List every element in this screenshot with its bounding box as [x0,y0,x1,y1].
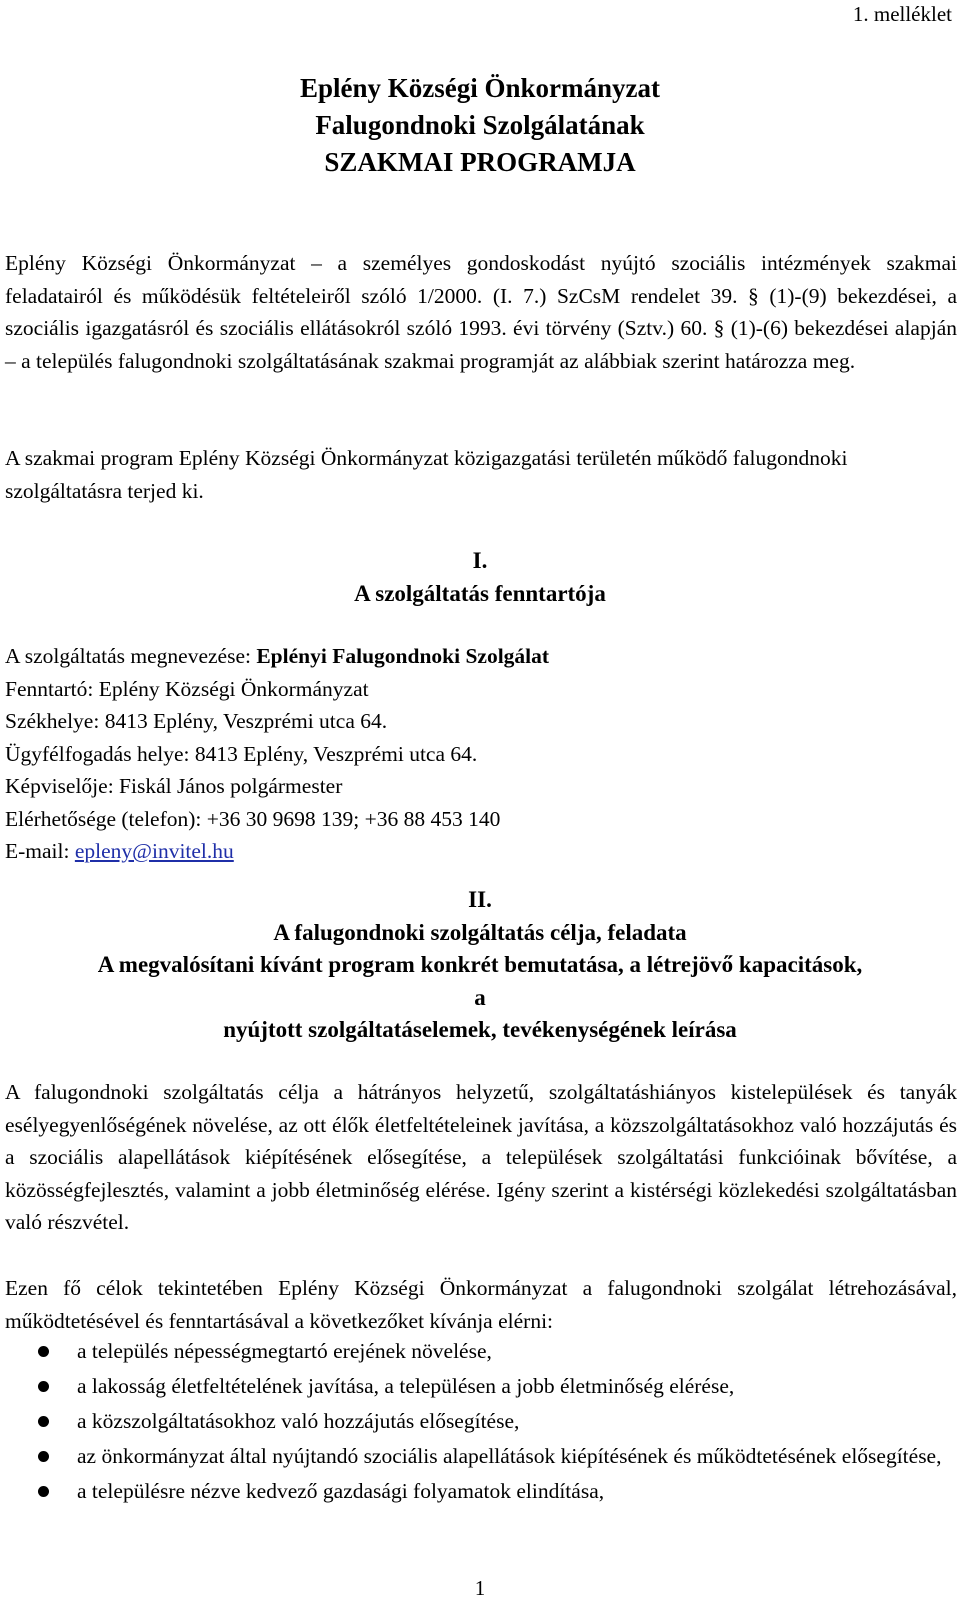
bullet-icon [38,1451,49,1462]
objectives-lead-paragraph: Ezen fő célok tekintetében Eplény Községi Önkormányzat a falugondnoki szolgálat létrehozásával, működtetésével és fenntartásával a következőket kívánja elérni: [5,1276,957,1333]
reception-line: Ügyfélfogadás helye: 8413 Eplény, Veszprémi utca 64. [5,741,478,766]
service-name-line [5,640,549,673]
section-1-number: I. [472,548,488,573]
list-item [0,1440,957,1473]
objectives-list [0,1335,957,1510]
section-2-title-line-3: a [474,984,486,1010]
list-item-text: a településre nézve kedvező gazdasági folyamatok elindítása, [77,1479,605,1503]
contact-line: Elérhetősége (telefon): +36 30 9698 139; +36 88 453 140 [5,806,501,831]
section-2-number: II. [468,887,492,912]
title-line-2: Falugondnoki Szolgálatának [315,110,645,140]
email-label: E-mail: [5,839,75,863]
section-2-title-line-1: A falugondnoki szolgáltatás célja, feladata [273,919,687,945]
document-title [0,70,960,181]
email-line [5,835,549,868]
list-item [0,1475,957,1508]
scope-paragraph: A szakmai program Eplény Községi Önkormányzat közigazgatási területén működő falugondnoki szolgáltatásra terjed ki. [5,446,848,503]
goal-paragraph: A falugondnoki szolgáltatás célja a hátrányos helyzetű, szolgáltatáshiányos kistelepülések és tanyák esélyegyenlőségének növelése, az ott élők életfeltételeinek javítása, a közszolgáltatásokhoz való hozzájutás és a szociális alapellátások kiépítésének elősegítése, a települések szolgáltatási funkcióinak bővítése, a közösségfejlesztés, valamint a jobb életminőség elérése. Igény szerint a kistérségi közlekedési szolgáltatásban való részvétel. [5,1080,957,1234]
bullet-icon [38,1381,49,1392]
list-item-text: a település népességmegtartó erejének növelése, [77,1339,492,1363]
section-2-heading [0,884,960,1047]
bullet-icon [38,1486,49,1497]
operator-line: Fenntartó: Eplény Községi Önkormányzat [5,676,369,701]
intro-paragraph: Eplény Községi Önkormányzat – a személyes gondoskodást nyújtó szociális intézmények szakmai feladatairól és működésük feltételeiről szóló 1/2000. (I. 7.) SzCsM rendelet 39. § (1)-(9) bekezdései, a szociális igazgatásról és szociális ellátásokról szóló 1993. évi törvény (Sztv.) 60. § (1)-(6) bekezdései alapján – a település falugondnoki szolgáltatásának szakmai programját az alábbiak szerint határozza meg. [5,251,957,373]
list-item-text: a lakosság életfeltételének javítása, a településen a jobb életminőség elérése, [77,1374,735,1398]
service-name-value: Eplényi Falugondnoki Szolgálat [256,644,550,668]
email-link[interactable]: epleny@invitel.hu [74,839,234,863]
list-item [0,1335,957,1368]
section-2-title-line-2: A megvalósítani kívánt program konkrét bemutatása, a létrejövő kapacitások, [97,952,863,977]
page-number: 1 [474,1576,486,1600]
list-item-text: a közszolgáltatásokhoz való hozzájutás elősegítése, [77,1409,520,1433]
section-2-title-line-4: nyújtott szolgáltatáselemek, tevékenységének leírása [223,1017,737,1042]
list-item [0,1405,957,1438]
bullet-icon [38,1416,49,1427]
representative-line: Képviselője: Fiskál János polgármester [5,774,343,798]
list-item [0,1370,957,1403]
title-line-3: SZAKMAI PROGRAMJA [324,147,636,177]
section-1-heading [0,545,960,610]
section-1-title: A szolgáltatás fenntartója [354,580,606,606]
seat-line: Székhelye: 8413 Eplény, Veszprémi utca 64. [5,709,388,733]
provider-details [5,640,549,868]
service-name-label: A szolgáltatás megnevezése: [5,644,257,668]
bullet-icon [38,1346,49,1357]
list-item-text: az önkormányzat által nyújtandó szociális alapellátások kiépítésének és működtetésének elősegítése, [77,1444,942,1468]
annex-label: 1. melléklet [852,2,952,26]
title-line-1: Eplény Községi Önkormányzat [299,73,660,103]
